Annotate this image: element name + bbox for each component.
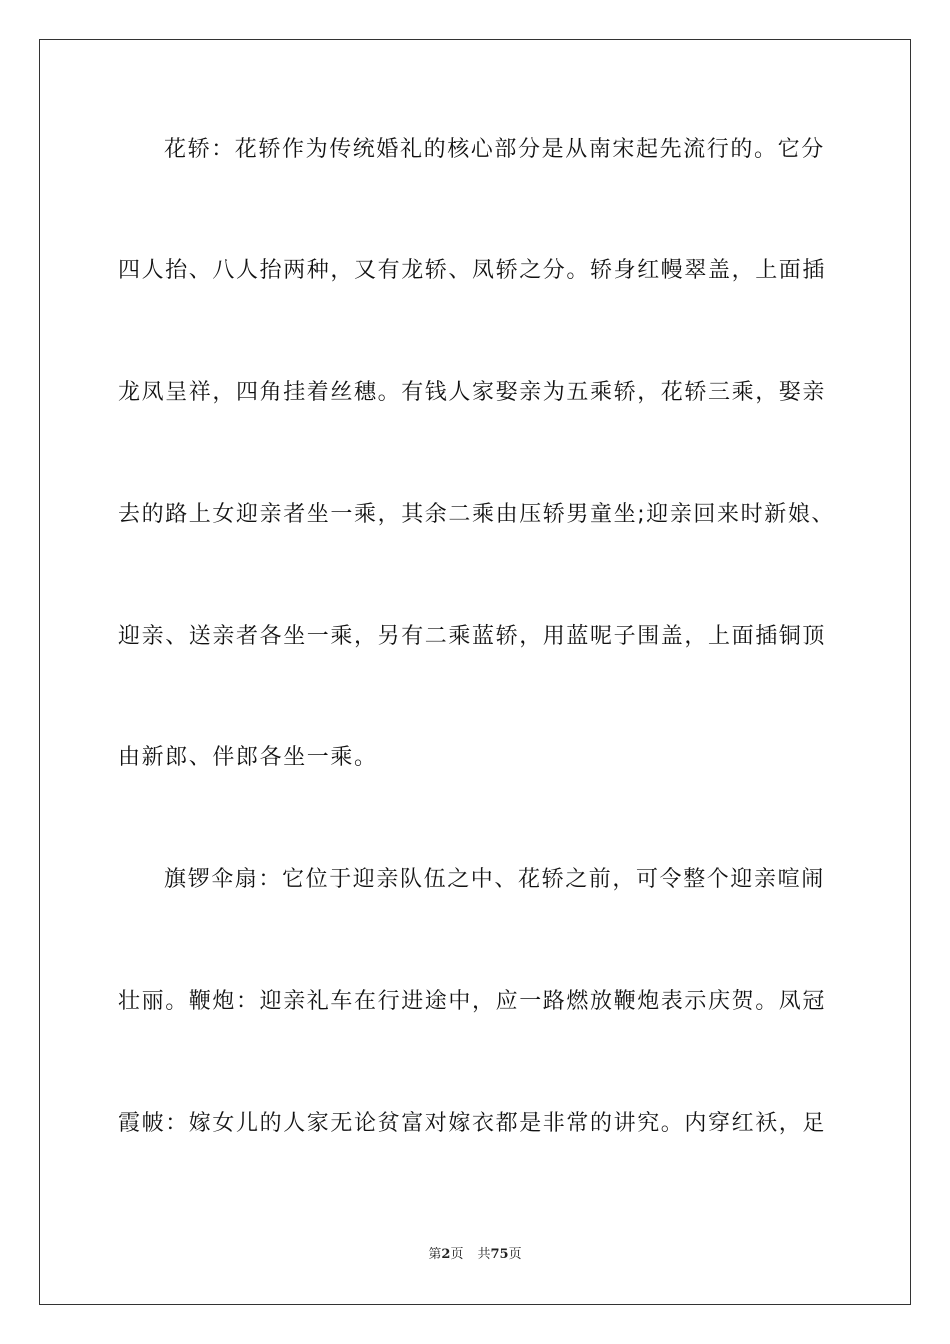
page-number: 2: [441, 1247, 451, 1262]
total-label-prefix: 共: [477, 1247, 491, 1262]
paragraph-1-line-6: 由新郎、伴郎各坐一乘。: [118, 745, 378, 770]
paragraph-1-line-4: 去的路上女迎亲者坐一乘，其余二乘由压轿男童坐;迎亲回来时新娘、: [118, 502, 836, 527]
page-footer: [0, 1246, 950, 1264]
paragraph-1-line-2: 四人抬、八人抬两种，又有龙轿、凤轿之分。轿身红幔翠盖，上面插: [118, 258, 827, 283]
page-label-prefix: 第: [428, 1247, 442, 1262]
total-pages: 75: [490, 1247, 509, 1262]
paragraph-2-line-2: 壮丽。鞭炮：迎亲礼车在行进途中，应一路燃放鞭炮表示庆贺。凤冠: [118, 989, 827, 1014]
paragraph-1-line-5: 迎亲、送亲者各坐一乘，另有二乘蓝轿，用蓝呢子围盖，上面插铜顶: [118, 624, 827, 649]
page-label-suffix: 页: [450, 1247, 464, 1262]
paragraph-2-line-3: 霞帔：嫁女儿的人家无论贫富对嫁衣都是非常的讲究。内穿红袄，足: [118, 1111, 827, 1136]
paragraph-1-line-1: 花轿：花轿作为传统婚礼的核心部分是从南宋起先流行的。它分: [164, 137, 825, 162]
paragraph-2-line-1: 旗锣伞扇：它位于迎亲队伍之中、花轿之前，可令整个迎亲喧闹: [164, 867, 825, 892]
paragraph-1-line-3: 龙凤呈祥，四角挂着丝穗。有钱人家娶亲为五乘轿，花轿三乘，娶亲: [118, 380, 827, 405]
total-label-suffix: 页: [508, 1247, 522, 1262]
